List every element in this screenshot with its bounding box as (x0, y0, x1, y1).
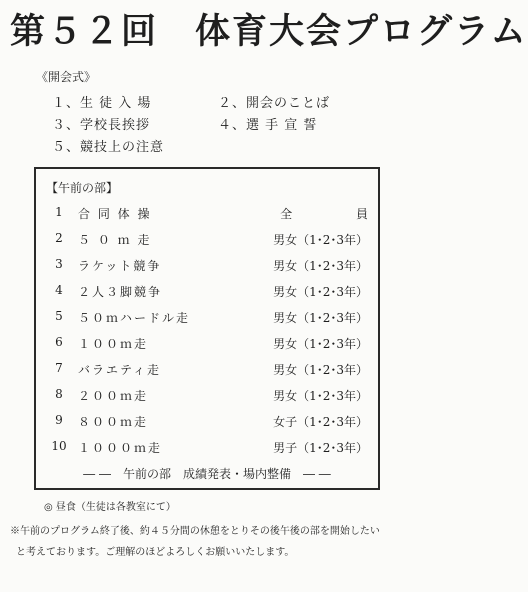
row-target: 男女（1･2･3年） (273, 389, 368, 403)
row-target: 男女（1･2･3年） (273, 363, 368, 377)
program-row (48, 361, 368, 387)
program-row (48, 387, 368, 413)
row-number: 3 (55, 257, 63, 271)
row-number: 1 (55, 205, 63, 219)
morning-program-box (34, 167, 398, 490)
row-event: ２００ｍ走 (78, 389, 149, 403)
program-row (48, 413, 368, 439)
row-number: 8 (55, 387, 63, 401)
row-number: 7 (55, 361, 63, 375)
program-title: 第５２回 体育大会プログラム (10, 11, 528, 52)
program-row (48, 205, 398, 231)
row-number: 4 (55, 283, 63, 297)
program-row (48, 335, 368, 361)
program-row (48, 231, 368, 257)
row-target: 男女（1･2･3年） (273, 233, 368, 247)
opening-item: ２、開会のことば (218, 96, 331, 111)
notice-line: ※午前のプログラム終了後、約４５分間の休憩をとりその後午後の部を開始したい (10, 526, 380, 537)
row-number: 10 (51, 439, 67, 453)
row-number: 6 (55, 335, 63, 349)
program-row (48, 257, 368, 283)
row-target: 男女（1･2･3年） (273, 285, 368, 299)
row-number: 2 (55, 231, 63, 245)
morning-footer: ― ― 午前の部 成績発表・場内整備 ― ― (83, 467, 331, 481)
lunch-note: ◎ 昼食（生徒は各教室にて） (44, 502, 176, 513)
row-target: 男女（1･2･3年） (273, 259, 368, 273)
program-row (48, 439, 368, 465)
row-target: 男女（1･2･3年） (273, 337, 368, 351)
row-event: ２人３脚競争 (78, 285, 163, 299)
notice-line: と考えております。ご理解のほどよろしくお願いいたします。 (16, 547, 295, 558)
opening-item: ５、競技上の注意 (52, 140, 165, 155)
row-event: １０００ｍ走 (78, 441, 163, 455)
opening-item: ３、学校長挨拶 (52, 118, 151, 133)
row-event: １００ｍ走 (78, 337, 149, 351)
row-event: ラケット競争 (78, 259, 162, 273)
row-target: 全 員 (280, 207, 398, 221)
opening-ceremony-heading: 《開会式》 (36, 70, 97, 84)
row-event: バラエティ走 (78, 363, 162, 377)
program-row (48, 283, 368, 309)
row-event: ５ ０ ｍ 走 (78, 233, 152, 247)
row-event: ８００ｍ走 (78, 415, 149, 429)
row-event: 合 同 体 操 (78, 207, 152, 221)
row-target: 女子（1･2･3年） (273, 415, 368, 429)
row-number: 9 (55, 413, 63, 427)
program-row (48, 309, 368, 335)
opening-item: １、生 徒 入 場 (52, 96, 152, 111)
row-target: 男子（1･2･3年） (273, 441, 368, 455)
row-event: ５０ｍハードル走 (78, 311, 191, 325)
row-target: 男女（1･2･3年） (273, 311, 368, 325)
morning-heading: 【午前の部】 (46, 181, 119, 195)
row-number: 5 (55, 309, 63, 323)
opening-item: ４、選 手 宣 誓 (218, 118, 318, 133)
